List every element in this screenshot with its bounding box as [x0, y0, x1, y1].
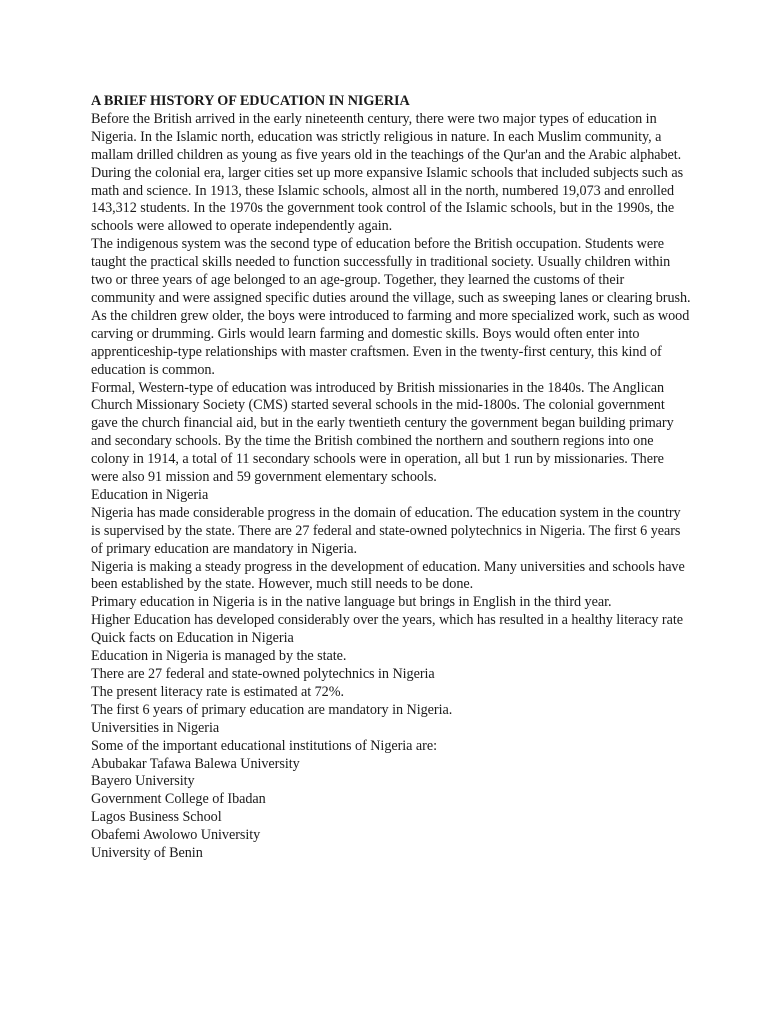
paragraph-islamic-education: Before the British arrived in the early nineteenth century, there were two major types of education in Nigeria. In the Islamic north, education was strictly religious in nature. In each Muslim community, a mallam drilled children as young as five years old in the teachings of the Qur'an and the Arabic alphabet. During the colonial era, larger cities set up more expansive Islamic schools that included subjects such as math and science. In 1913, these Islamic schools, almost all in the north, numbered 19,073 and enrolled 143,312 students. In the 1970s the government took control of the Islamic schools, but in the 1990s, the schools were allowed to operate independently again. — [91, 110, 684, 235]
section-heading-education-in-nigeria: Education in Nigeria — [91, 486, 209, 503]
section-heading-quick-facts: Quick facts on Education in Nigeria — [91, 630, 294, 647]
paragraph-primary-language: Primary education in Nigeria is in the native language but brings in English in the third year. — [91, 594, 612, 611]
paragraph-indigenous-education: The indigenous system was the second type of education before the British occupation. Students were taught the practical skills needed to function successfully in traditional society. Usually children within two or three years of age belonged to an age-group. Together, they learned the customs of their community and were assigned specific duties around the village, such as sweeping lanes or clearing brush. As the children grew older, the boys were introduced to farming and more specialized work, such as wood carving or drumming. Girls would learn farming and domestic skills. Boys would often enter into apprenticeship-type relationships with master craftsmen. Even in the twenty-first century, this kind of education is common. — [91, 236, 691, 378]
document-title: A BRIEF HISTORY OF EDUCATION IN NIGERIA — [91, 93, 410, 109]
university-list-item: Government College of Ibadan — [91, 791, 266, 808]
fact-polytechnics: There are 27 federal and state-owned polytechnics in Nigeria — [91, 666, 435, 682]
fact-managed-by-state: Education in Nigeria is managed by the state. — [91, 648, 347, 665]
university-list-item: Lagos Business School — [91, 809, 222, 826]
university-list-item: Obafemi Awolowo University — [91, 827, 261, 844]
university-list-item: Abubakar Tafawa Balewa University — [91, 755, 300, 772]
paragraph-western-education: Formal, Western-type of education was introduced by British missionaries in the 1840s. The Anglican Church Missionary Society (CMS) started several schools in the mid-1800s. The colonial government gave the church financial aid, but in the early twentieth century the government began building primary and secondary schools. By the time the British combined the northern and southern regions into one colony in 1914, a total of 11 secondary schools were in operation, all but 1 run by missionaries. There were also 91 mission and 59 government elementary schools. — [91, 379, 674, 486]
paragraph-progress: Nigeria has made considerable progress in the domain of education. The education system in the country is supervised by the state. There are 27 federal and state-owned polytechnics in Nigeria. The first 6 years of primary education are mandatory in Nigeria. — [91, 504, 681, 557]
universities-intro: Some of the important educational institutions of Nigeria are: — [91, 737, 437, 754]
document-body — [91, 93, 691, 863]
fact-literacy-rate: The present literacy rate is estimated at 72%. — [91, 683, 344, 700]
university-list-item: Bayero University — [91, 773, 195, 790]
fact-primary-mandatory: The first 6 years of primary education are mandatory in Nigeria. — [91, 701, 453, 718]
paragraph-higher-education: Higher Education has developed considerably over the years, which has resulted in a healthy literacy rate — [91, 612, 683, 629]
section-heading-universities: Universities in Nigeria — [91, 719, 220, 736]
university-list-item: University of Benin — [91, 845, 203, 862]
paragraph-steady-progress: Nigeria is making a steady progress in the development of education. Many universities and schools have been established by the state. However, much still needs to be done. — [91, 558, 685, 593]
